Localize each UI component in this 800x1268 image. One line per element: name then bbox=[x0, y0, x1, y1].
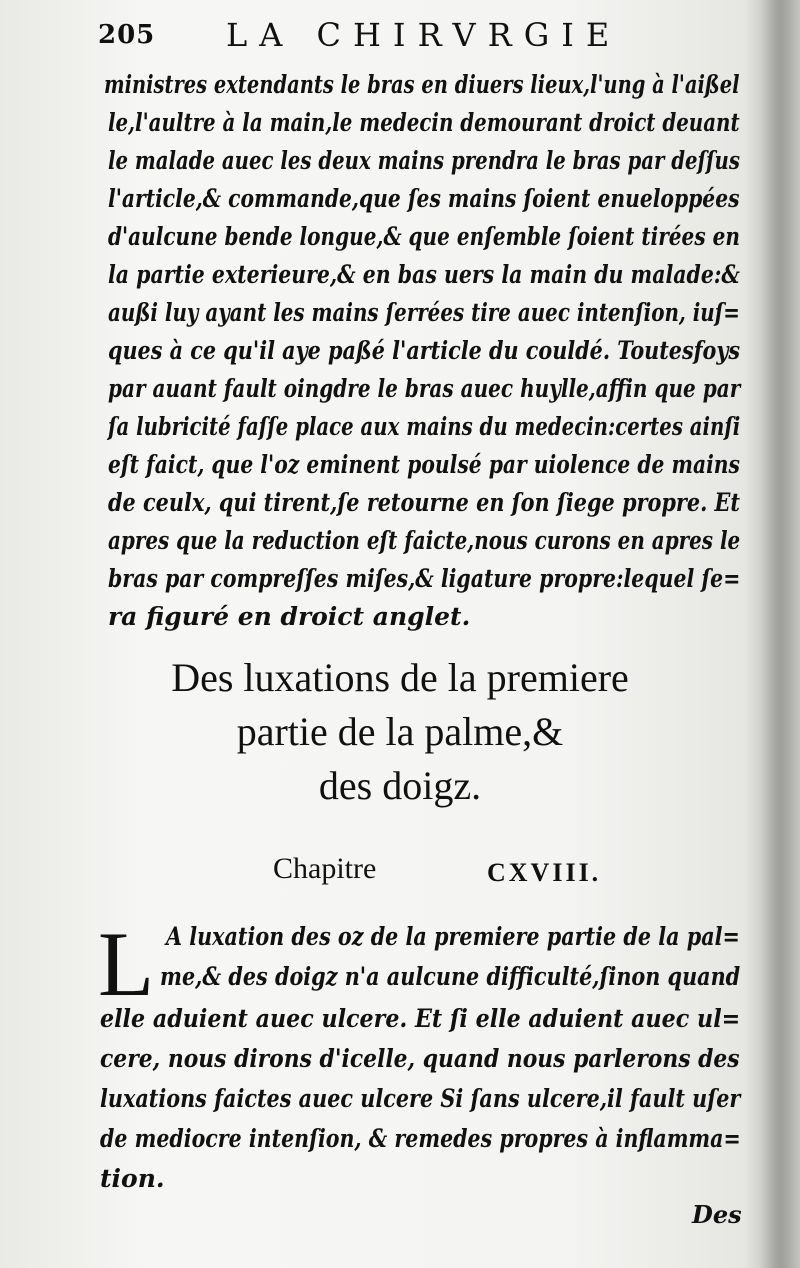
text-line: d'aulcune bende longue,& que enſemble ſoient tirées en bbox=[108, 222, 740, 251]
text-line: bras par compreſſes miſes,& ligature propre:lequel ſe= bbox=[108, 564, 741, 593]
chapter-label: Chapitre bbox=[273, 852, 377, 885]
page-header bbox=[98, 16, 698, 56]
text-line: luxations faictes auec ulcere Si ſans ulcere,il fault uſer bbox=[100, 1084, 741, 1113]
text-line: außi luy ayant les mains ſerrées tire auec intenſion, iuſ= bbox=[108, 298, 740, 327]
running-head: LA CHIRVRGIE bbox=[226, 16, 622, 54]
heading-line: partie de la palme,& bbox=[236, 709, 564, 754]
heading-line: des doigz. bbox=[318, 763, 482, 808]
catchword: Des bbox=[692, 1200, 742, 1229]
drop-cap: L bbox=[98, 913, 155, 1015]
text-line: me,& des doigz n'a aulcune difficulté,ſinon quand bbox=[160, 962, 741, 991]
text-line: A luxation des oz de la premiere partie de la pal= bbox=[166, 922, 740, 951]
text-line: ra figuré en droict anglet. bbox=[108, 602, 471, 631]
text-line: tion. bbox=[100, 1164, 165, 1193]
gutter-shadow bbox=[760, 0, 800, 1268]
page-number: 205 bbox=[98, 20, 156, 50]
heading-line: Des luxations de la premiere bbox=[171, 655, 629, 700]
text-line: apres que la reduction eſt faicte,nous curons en apres le bbox=[108, 526, 741, 555]
text-line: ſa lubricité faſſe place aux mains du medecin:certes ainſi bbox=[108, 412, 741, 441]
text-line: ques à ce qu'il aye paßé l'article du couldé. Toutesfoys bbox=[108, 336, 741, 365]
text-line: elle aduient auec ulcere. Et ſi elle aduient auec ul= bbox=[100, 1004, 741, 1033]
text-line: ministres extendants le bras en diuers lieux,l'ung à l'aißel bbox=[104, 70, 740, 99]
text-line: le malade auec les deux mains prendra le bras par deſſus bbox=[108, 146, 740, 175]
text-line: de ceulx, qui tirent,ſe retourne en ſon ſiege propre. Et bbox=[108, 488, 741, 517]
text-line: par auant fault oingdre le bras auec huylle,affin que par bbox=[108, 374, 741, 403]
text-line: eſt faict, que l'oz eminent poulsé par uiolence de mains bbox=[108, 450, 740, 479]
text-line: le,l'aultre à la main,le medecin demourant droict deuant bbox=[108, 108, 740, 137]
text-line: cere, nous dirons d'icelle, quand nous parlerons des bbox=[100, 1044, 740, 1073]
text-line: l'article,& commande,que ſes mains ſoient enueloppées bbox=[108, 184, 740, 213]
chapter-number: CXVIII. bbox=[487, 858, 602, 887]
text-line: de mediocre intenſion, & remedes propres à inflamma= bbox=[100, 1124, 741, 1153]
text-line: la partie exterieure,& en bas uers la main du malade:& bbox=[108, 260, 740, 289]
